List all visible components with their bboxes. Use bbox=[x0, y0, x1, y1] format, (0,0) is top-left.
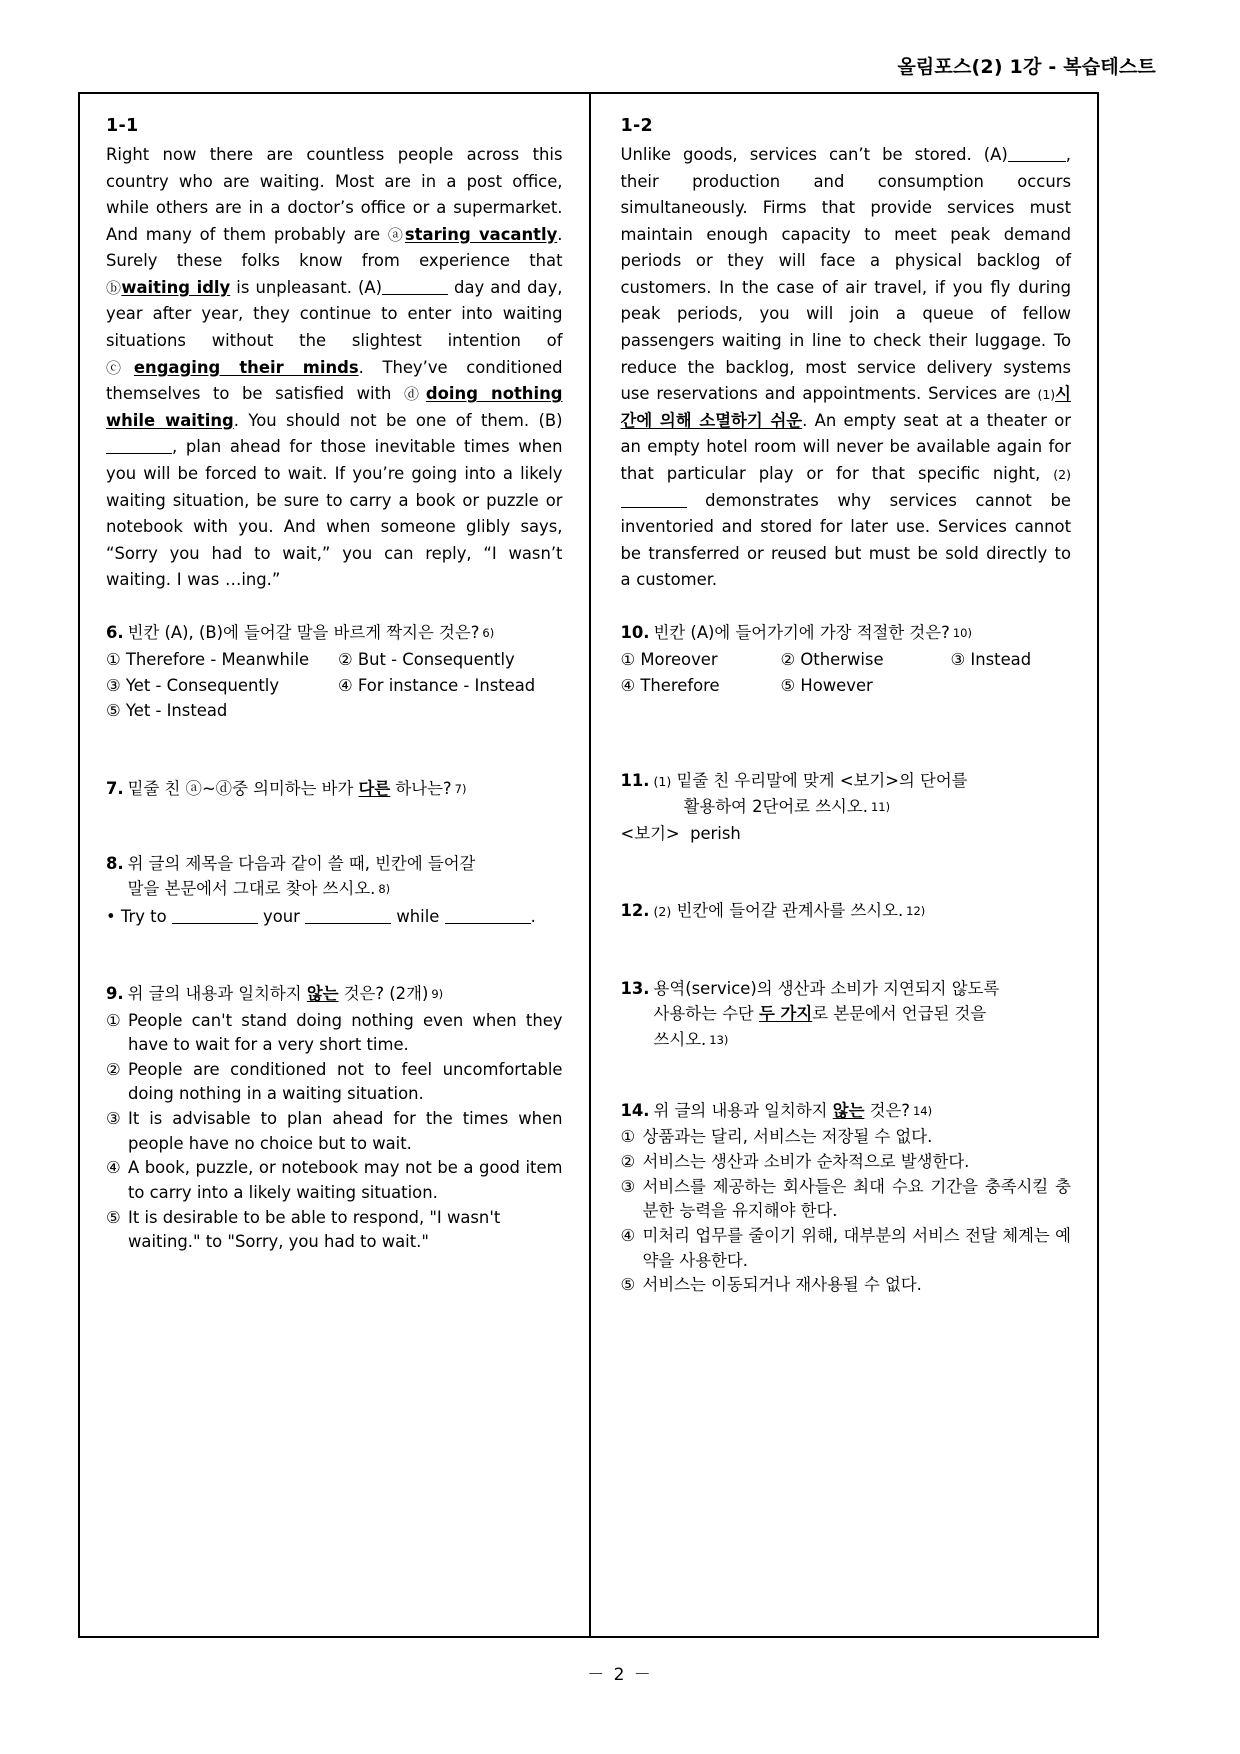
question-13-prompt bbox=[621, 976, 1072, 1052]
list-item[interactable] bbox=[621, 1150, 1072, 1175]
choice-text: People are conditioned not to feel uncomfortable doing nothing in a waiting situation. bbox=[128, 1059, 563, 1104]
list-item[interactable] bbox=[106, 1107, 563, 1156]
question-11-marker: (1) bbox=[653, 774, 672, 790]
list-item[interactable] bbox=[621, 1175, 1072, 1224]
passage2-text-3: . An empty seat at a theater or an empty hotel room will never be available again for that particular play or for that specific night, bbox=[620, 410, 1071, 483]
bold-phrase-b: waiting idly bbox=[121, 277, 231, 297]
question-10-footnote: 10) bbox=[952, 625, 972, 640]
answer-blank-2[interactable] bbox=[305, 923, 391, 924]
choice-5[interactable]: ⑤ Yet - Instead bbox=[106, 701, 228, 721]
bullet-icon: • bbox=[106, 906, 116, 926]
passage-text-7: , plan ahead for those inevitable times when you will be forced to wait. If you’re going into a likely waiting situation, be sure to carry a book or puzzle or notebook with you. And when someone glibly says, “Sorry you had to wait,” you can reply, “I wasn’t waiting. I was …ing.” bbox=[106, 437, 563, 590]
question-6 bbox=[106, 620, 563, 724]
question-6-text: 빈칸 (A), (B)에 들어갈 말을 바르게 짝지은 것은? bbox=[127, 622, 480, 642]
question-7-text-pre: 밑줄 친 ⓐ~ⓓ중 의미하는 바가 bbox=[127, 778, 359, 798]
list-item[interactable] bbox=[106, 1009, 563, 1058]
passage-text-6: . You should not be one of them. (B) bbox=[233, 410, 563, 430]
passage-text-5: . They’ve conditioned themselves to be satisfied with bbox=[106, 357, 563, 404]
question-9-number: 9. bbox=[106, 984, 124, 1004]
question-6-prompt bbox=[106, 620, 563, 645]
choice-text: It is advisable to plan ahead for the times when people have no choice but to wait. bbox=[128, 1109, 563, 1153]
choice-row bbox=[106, 647, 563, 672]
two-column-layout bbox=[80, 94, 1097, 1636]
passage-blank-a bbox=[382, 294, 448, 295]
bold-phrase-d: doing nothing while waiting bbox=[106, 384, 563, 430]
list-item[interactable] bbox=[621, 1273, 1072, 1298]
question-9-text-pre: 위 글의 내용과 일치하지 bbox=[127, 984, 307, 1004]
choice-row bbox=[621, 647, 1072, 672]
question-7-number: 7. bbox=[106, 778, 124, 798]
answer-blank-1[interactable] bbox=[172, 923, 258, 924]
question-9-prompt bbox=[106, 981, 563, 1006]
choice-mark: ④ bbox=[620, 1225, 636, 1245]
choice-3[interactable]: ③ Yet - Consequently bbox=[106, 675, 280, 695]
question-9-footnote: 9) bbox=[431, 987, 444, 1002]
question-11-footnote: 11) bbox=[870, 799, 891, 814]
question-8-line2-wrap bbox=[128, 876, 563, 901]
question-11-number: 11. bbox=[620, 771, 650, 791]
answer-text-your: your bbox=[263, 906, 300, 926]
question-8-line2: 말을 본문에서 그대로 찾아 쓰시오. bbox=[127, 879, 376, 899]
choice-mark: ② bbox=[620, 1152, 636, 1172]
choice-text: People can't stand doing nothing even when they have to wait for a very short time. bbox=[128, 1010, 563, 1055]
question-11-line1 bbox=[654, 768, 1071, 793]
question-12-footnote: 12) bbox=[906, 904, 926, 919]
choice-3[interactable]: ③ Instead bbox=[950, 650, 1032, 670]
question-7-prompt bbox=[106, 776, 563, 801]
question-10-text: 빈칸 (A)에 들어가기에 가장 적절한 것은? bbox=[653, 622, 950, 642]
choice-text: It is desirable to be able to respond, "I wasn't waiting." to "Sorry, you had to wait." bbox=[128, 1207, 501, 1252]
choice-text: 서비스를 제공하는 회사들은 최대 수요 기간을 충족시킬 충분한 능력을 유지해야 한다. bbox=[642, 1176, 1071, 1221]
list-item[interactable] bbox=[106, 1206, 563, 1255]
bold-phrase-c: engaging their minds bbox=[133, 357, 359, 377]
bold-phrase-a: staring vacantly bbox=[404, 224, 558, 244]
right-column bbox=[589, 94, 1098, 1636]
question-7-footnote: 7) bbox=[454, 781, 467, 796]
question-8-footnote: 8) bbox=[378, 882, 391, 897]
question-13-text2-post: 로 본문에서 언급된 것을 bbox=[812, 1004, 987, 1024]
question-13-line2 bbox=[654, 1001, 1071, 1026]
question-11-text1: 밑줄 친 우리말에 맞게 <보기>의 단어를 bbox=[676, 771, 968, 791]
question-13 bbox=[621, 976, 1072, 1052]
passage2-text-4: demonstrates why services cannot be inventoried and stored for later use. Services cannot be transferred or reused but must be sold directly to a customer. bbox=[620, 490, 1071, 590]
answer-text-period: . bbox=[530, 906, 536, 926]
question-13-text3: 쓰시오. bbox=[653, 1029, 707, 1049]
choice-mark: ① bbox=[620, 1127, 636, 1147]
passage-text-3: is unpleasant. (A) bbox=[230, 277, 382, 297]
choice-mark: ⑤ bbox=[106, 1207, 121, 1227]
marker-1: (1) bbox=[1037, 387, 1056, 403]
question-11-prompt bbox=[621, 768, 1072, 819]
question-13-line3-wrap bbox=[654, 1027, 1071, 1052]
question-8 bbox=[106, 851, 563, 929]
list-item[interactable] bbox=[106, 1156, 563, 1205]
choice-2[interactable]: ② But - Consequently bbox=[338, 650, 515, 670]
wordbank-label: <보기> bbox=[620, 823, 680, 843]
answer-text-try-to: Try to bbox=[120, 906, 167, 926]
page-footer: － 2 － bbox=[587, 1665, 653, 1685]
question-8-answer-line bbox=[106, 904, 563, 929]
passage2-blank-2 bbox=[621, 507, 687, 508]
question-11 bbox=[621, 768, 1072, 846]
choice-row bbox=[621, 673, 1072, 698]
question-13-text2-pre: 사용하는 수단 bbox=[653, 1004, 759, 1024]
passage2-text-1: Unlike goods, services can’t be stored. (A) bbox=[620, 145, 1008, 164]
choice-4[interactable]: ④ Therefore bbox=[620, 675, 720, 695]
left-passage bbox=[106, 142, 563, 594]
question-8-prompt bbox=[106, 851, 563, 902]
list-item[interactable] bbox=[621, 1224, 1072, 1273]
question-13-emphasis: 두 가지 bbox=[758, 1004, 813, 1024]
question-13-body bbox=[654, 976, 1071, 1052]
passage2-blank-a bbox=[1008, 161, 1066, 162]
question-8-line1: 위 글의 제목을 다음과 같이 쓸 때, 빈칸에 들어갈 bbox=[127, 853, 476, 873]
question-7-emphasis: 다른 bbox=[358, 778, 391, 798]
list-item[interactable] bbox=[621, 1125, 1072, 1150]
question-13-footnote: 13) bbox=[709, 1032, 729, 1047]
question-9-choices bbox=[106, 1009, 563, 1255]
question-9-emphasis: 않는 bbox=[306, 984, 339, 1004]
circled-marker-c: ⓒ bbox=[106, 358, 134, 377]
answer-text-while: while bbox=[396, 906, 440, 926]
passage-blank-b bbox=[106, 453, 172, 454]
circled-marker-d: ⓓ bbox=[404, 385, 426, 404]
choice-mark: ④ bbox=[106, 1158, 121, 1178]
bold-korean-phrase-1: 시간에 의해 소멸하기 쉬운 bbox=[620, 384, 1071, 430]
question-10-prompt bbox=[621, 620, 1072, 645]
question-12-text: 빈칸에 들어갈 관계사를 쓰시오. bbox=[676, 901, 904, 921]
choice-text: 미처리 업무를 줄이기 위해, 대부분의 서비스 전달 체계는 예약을 사용한다. bbox=[642, 1225, 1071, 1270]
wordbank-word: perish bbox=[690, 823, 741, 843]
question-9-text-post: 것은? (2개) bbox=[338, 984, 429, 1004]
question-8-body bbox=[128, 851, 563, 902]
question-12-prompt bbox=[621, 898, 1072, 923]
left-column bbox=[80, 94, 589, 1636]
question-11-line2-wrap bbox=[684, 794, 1071, 819]
passage-text-4: day and day, year after year, they continue to enter into waiting situations without the slightest intention of bbox=[106, 277, 563, 351]
choice-5[interactable]: ⑤ However bbox=[780, 675, 873, 695]
choice-text: 상품과는 달리, 서비스는 저장될 수 없다. bbox=[642, 1127, 933, 1147]
circled-marker-b: ⓑ bbox=[106, 278, 122, 297]
left-section-label: 1-1 bbox=[106, 116, 139, 136]
question-14-number: 14. bbox=[620, 1101, 650, 1121]
choice-mark: ② bbox=[106, 1059, 121, 1079]
question-11-body bbox=[654, 768, 1071, 819]
choice-row bbox=[106, 673, 563, 698]
content-frame bbox=[78, 92, 1099, 1638]
page-header-title: 올림포스(2) 1강 - 복습테스트 bbox=[897, 56, 1156, 78]
question-6-choices bbox=[106, 647, 563, 723]
question-11-wordbank bbox=[621, 821, 1072, 846]
question-14-footnote: 14) bbox=[912, 1104, 933, 1119]
question-14-choices bbox=[621, 1125, 1072, 1297]
question-12-number: 12. bbox=[620, 901, 650, 921]
answer-blank-3[interactable] bbox=[445, 923, 531, 924]
choice-mark: ⑤ bbox=[620, 1275, 636, 1295]
choice-1[interactable]: ① Therefore - Meanwhile bbox=[106, 650, 310, 670]
choice-text: 서비스는 생산과 소비가 순차적으로 발생한다. bbox=[642, 1152, 970, 1172]
question-13-number: 13. bbox=[620, 978, 650, 998]
question-12 bbox=[621, 898, 1072, 923]
choice-text: 서비스는 이동되거나 재사용될 수 없다. bbox=[642, 1275, 922, 1295]
passage2-text-2: , their production and consumption occurs simultaneously. Firms that provide services must maintain enough capacity to meet peak demand periods or they will face a physical backlog of customers. In the case of air travel, if you fly during peak periods, you will join a queue of fellow passengers waiting in line to check their luggage. To reduce the backlog, most service delivery systems use reservations and appointments. Services are bbox=[620, 145, 1071, 404]
question-10-number: 10. bbox=[620, 622, 650, 642]
choice-mark: ③ bbox=[620, 1176, 636, 1196]
right-passage bbox=[621, 142, 1072, 594]
passage-text-1: Right now there are countless people across this country who are waiting. Most are in a post office, while others are in a doctor’s office or a supermarket. And many of them probably are bbox=[106, 145, 563, 244]
choice-mark: ① bbox=[106, 1010, 121, 1030]
marker-2: (2) bbox=[1053, 466, 1071, 482]
question-7 bbox=[106, 776, 563, 801]
passage-text-2: . Surely these folks know from experience that bbox=[106, 224, 563, 271]
circled-marker-a: ⓐ bbox=[387, 225, 405, 244]
question-10-choices bbox=[621, 647, 1072, 698]
question-10 bbox=[621, 620, 1072, 698]
question-6-number: 6. bbox=[106, 622, 124, 642]
choice-2[interactable]: ② Otherwise bbox=[780, 650, 884, 670]
question-14-text-pre: 위 글의 내용과 일치하지 bbox=[653, 1101, 833, 1121]
question-14-text-post: 것은? bbox=[864, 1101, 910, 1121]
question-6-footnote: 6) bbox=[482, 625, 495, 640]
choice-text: A book, puzzle, or notebook may not be a good item to carry into a likely waiting situation. bbox=[128, 1158, 563, 1202]
question-7-text-post: 하나는? bbox=[390, 778, 452, 798]
question-14-emphasis: 않는 bbox=[832, 1101, 865, 1121]
list-item[interactable] bbox=[106, 1058, 563, 1107]
question-9 bbox=[106, 981, 563, 1255]
right-section-label: 1-2 bbox=[620, 116, 654, 136]
question-12-marker: (2) bbox=[653, 904, 672, 920]
choice-row bbox=[106, 698, 563, 723]
choice-mark: ③ bbox=[106, 1109, 121, 1129]
question-14 bbox=[621, 1098, 1072, 1298]
question-11-text2: 활용하여 2단어로 쓰시오. bbox=[683, 796, 868, 816]
choice-1[interactable]: ① Moreover bbox=[620, 650, 718, 670]
question-13-line1: 용역(service)의 생산과 소비가 지연되지 않도록 bbox=[653, 978, 1000, 998]
question-8-number: 8. bbox=[106, 853, 124, 873]
choice-4[interactable]: ④ For instance - Instead bbox=[338, 675, 536, 695]
question-14-prompt bbox=[621, 1098, 1072, 1123]
